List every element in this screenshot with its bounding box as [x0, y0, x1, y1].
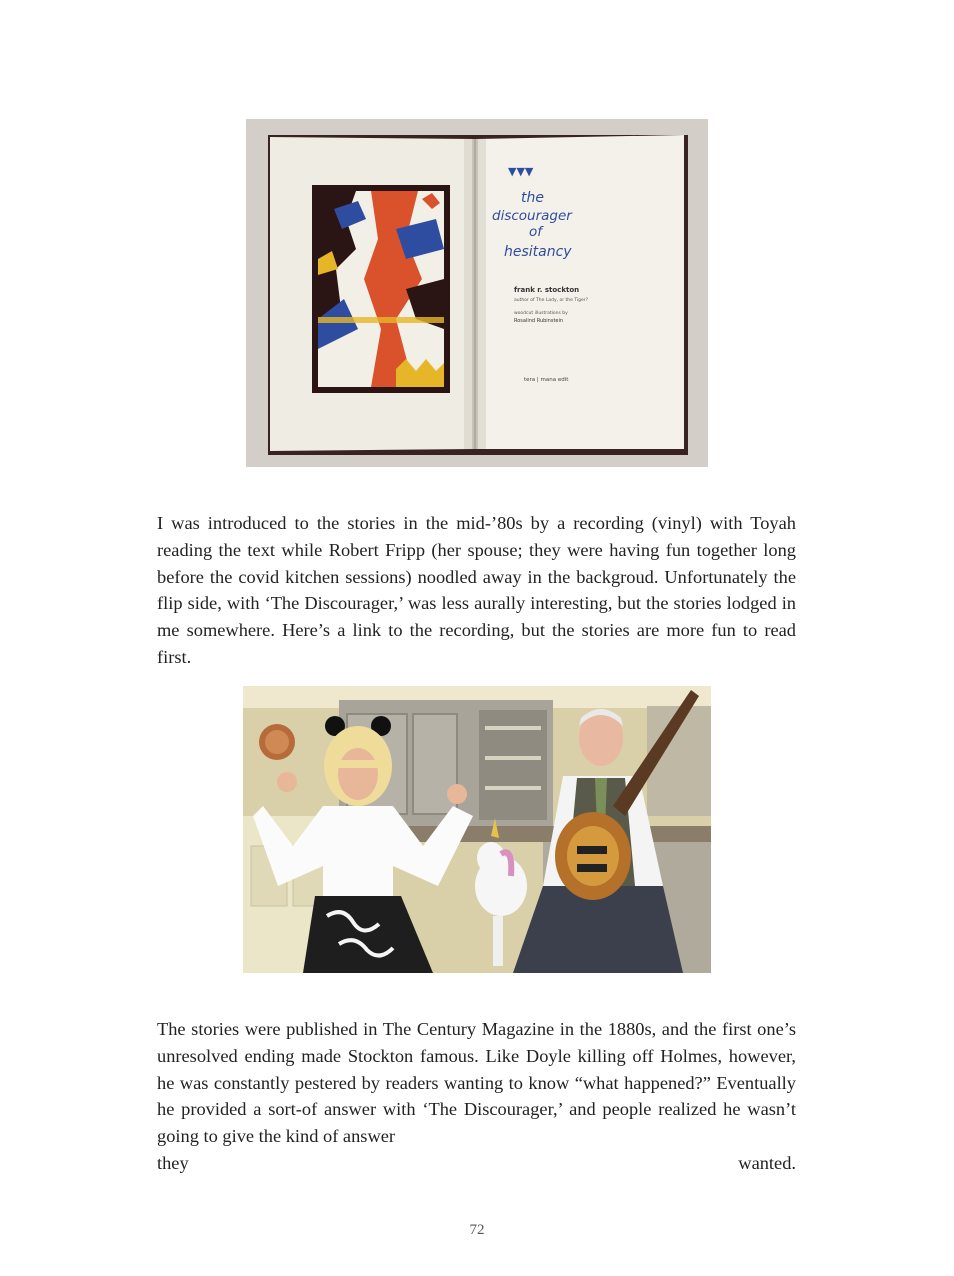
video-still-drawing [243, 686, 711, 973]
video-still-photo [243, 686, 711, 973]
book-credit-1: author of The Lady, or the Tiger? [514, 298, 589, 303]
book-publisher: tera | mana edit [524, 377, 569, 383]
book-title-line-2: discourager [492, 208, 572, 224]
book-title-line-1: the [521, 190, 544, 206]
book-title-line-4: hesitancy [504, 244, 572, 260]
body-paragraph-2 [157, 1016, 796, 1177]
book-photo [246, 119, 708, 467]
body-paragraph-2-text: The stories were published in The Century Magazine in the 1880s, and the first one’s unresolved ending made Stockton famous. Like Doyle killing off Holmes, however, he was constantly pestered by readers wanting to know “what happened?” Eventually he provided a sort-of answer with ‘The Discourager,’ and people realized he wasn’t going to give the kind of answer [157, 1019, 796, 1147]
book-credit-2: woodcut illustrations by [514, 311, 568, 316]
woodcut-illustration [312, 185, 450, 393]
book-author: frank r. stockton [514, 286, 580, 294]
body-paragraph-1: I was introduced to the stories in the mid-’80s by a recording (vinyl) with Toyah reading the text while Robert Fripp (her spouse; they were having fun together long before the covid kitchen sessions) noodled away in the backgroud. Unfortunately the flip side, with ‘The Discourager,’ was less aurally interesting, but the stories lodged in me somewhere. Here’s a link to the recording, but the stories are more fun to read first. [157, 513, 796, 667]
svg-text:▼▼▼: ▼▼▼ [508, 165, 534, 178]
book-photo-drawing [246, 119, 708, 467]
book-title-line-3: of [529, 224, 543, 240]
book-credit-3: Rosalind Rubinstein [514, 318, 564, 324]
page-number: 72 [469, 1222, 485, 1238]
body-paragraph-2-last-line: they wanted. [157, 1152, 796, 1173]
